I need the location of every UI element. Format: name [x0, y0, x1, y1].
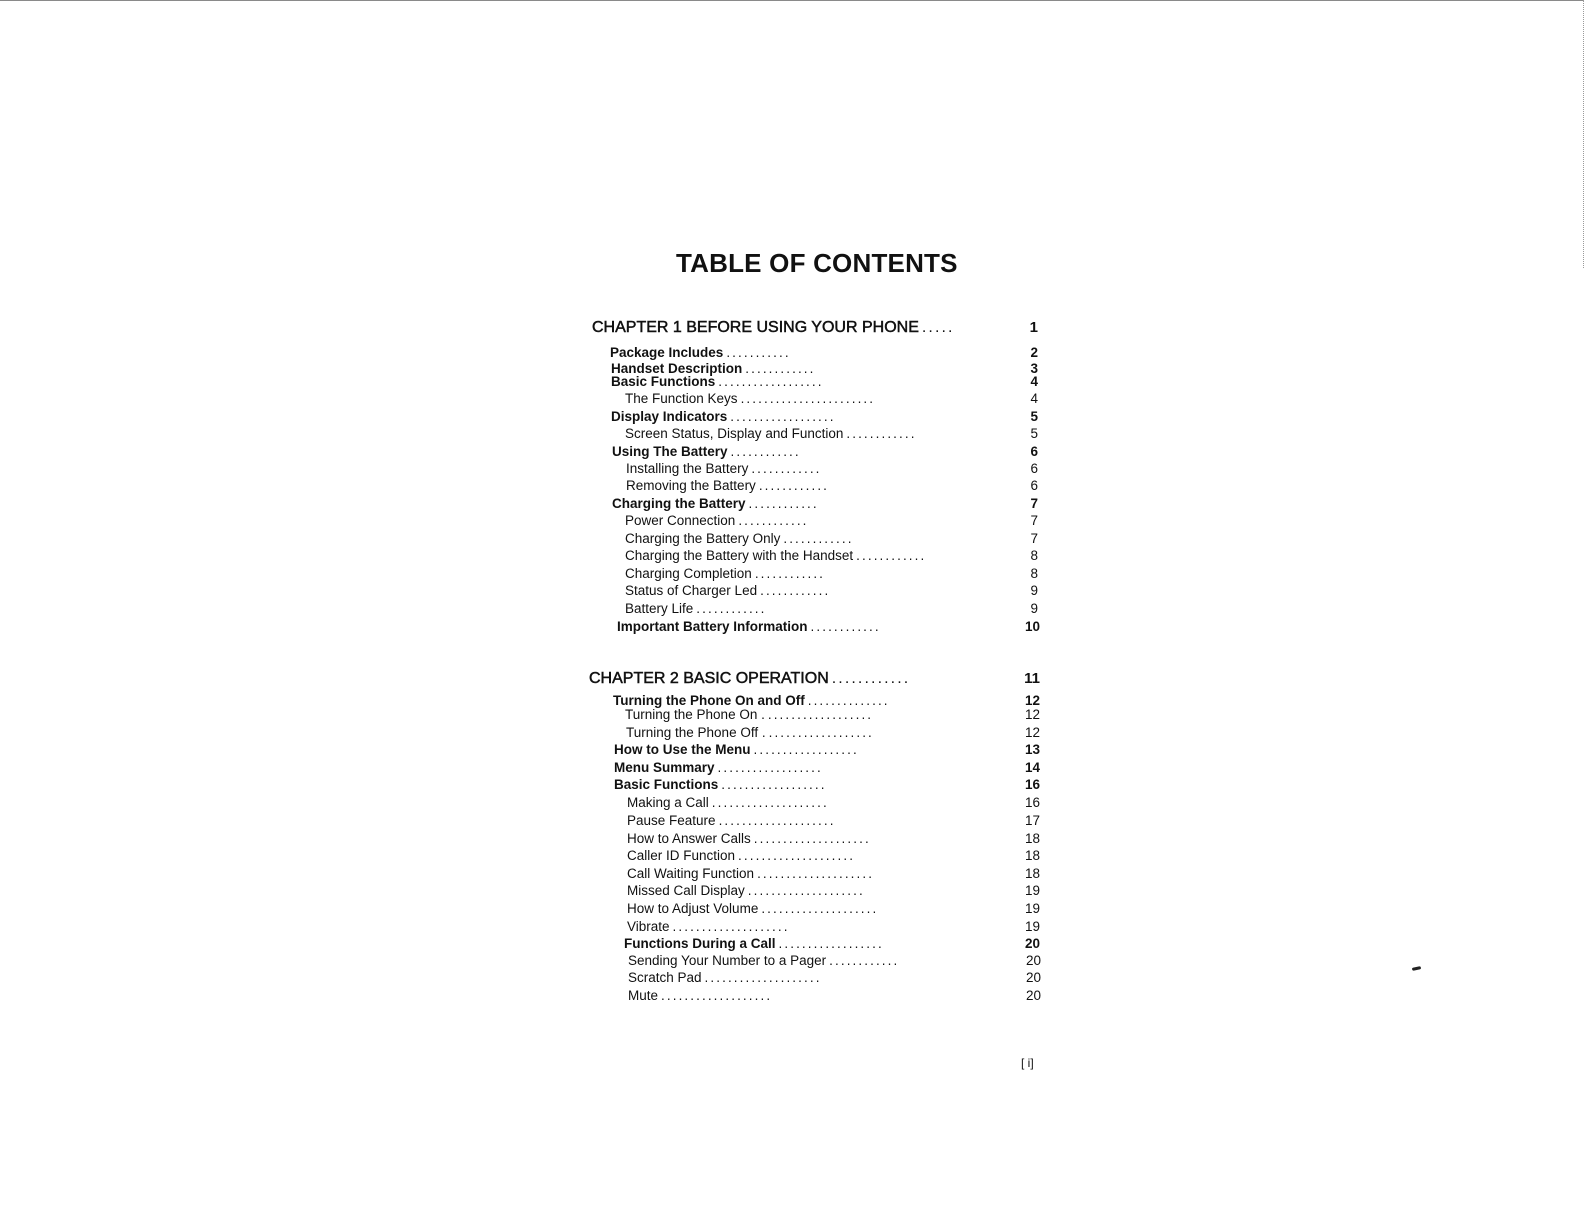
toc-entry-label: Important Battery Information: [617, 619, 808, 634]
toc-entry: [627, 847, 855, 864]
toc-page-number: 7: [1030, 531, 1038, 546]
toc-leader-dots: ....................: [757, 866, 875, 881]
toc-leader-dots: ....................: [753, 831, 871, 846]
toc-entry: [626, 477, 829, 494]
toc-entry: [614, 776, 827, 793]
toc-entry: [628, 987, 772, 1004]
toc-page-number: 13: [1024, 742, 1040, 757]
toc-entry-label: Handset Description: [611, 361, 743, 376]
toc-leader-dots: ............: [748, 496, 819, 511]
toc-page-number: 6: [1030, 478, 1038, 493]
toc-leader-dots: ...................: [661, 988, 773, 1003]
toc-entry-label: CHAPTER 1 BEFORE USING YOUR PHONE: [592, 319, 919, 336]
toc-entry-label: Basic Functions: [611, 374, 716, 389]
toc-page-number: 2: [1030, 345, 1038, 360]
toc-entry: [627, 865, 874, 882]
toc-page-number: 9: [1030, 601, 1038, 616]
toc-leader-dots: ....................: [672, 919, 790, 934]
toc-leader-dots: ............: [783, 531, 854, 546]
toc-entry: [614, 759, 823, 776]
toc-entry: [625, 390, 875, 407]
toc-page-number: 7: [1030, 496, 1038, 511]
toc-entry-label: Charging Completion: [625, 566, 752, 581]
toc-entry-label: Removing the Battery: [626, 478, 756, 493]
toc-entry-label: Sending Your Number to a Pager: [628, 953, 827, 968]
toc-entry: [626, 460, 822, 477]
toc-page-number: 19: [1024, 919, 1040, 934]
toc-entry-label: How to Use the Menu: [614, 742, 751, 757]
toc-leader-dots: ............: [829, 953, 900, 968]
toc-page-number: 5: [1030, 409, 1038, 424]
toc-entry: [625, 600, 767, 617]
toc-page-number: 14: [1024, 760, 1040, 775]
toc-entry: [627, 830, 871, 847]
toc-entry: [627, 882, 865, 899]
toc-page-number: 4: [1030, 391, 1038, 406]
toc-entry-label: Scratch Pad: [628, 970, 702, 985]
toc-entry: [624, 935, 884, 952]
toc-leader-dots: ............: [738, 513, 809, 528]
toc-leader-dots: ....................: [704, 970, 822, 985]
toc-leader-dots: .....: [921, 319, 955, 336]
toc-entry: [611, 408, 836, 425]
toc-entry: [626, 724, 874, 741]
toc-leader-dots: ............: [856, 548, 927, 563]
toc-entry: [628, 952, 899, 969]
toc-entry-label: Installing the Battery: [626, 461, 749, 476]
toc-page-number: 5: [1030, 426, 1038, 441]
toc-leader-dots: ............: [831, 670, 911, 687]
toc-leader-dots: ............: [846, 426, 917, 441]
toc-page-number: 8: [1030, 566, 1038, 581]
toc-page-number: 20: [1024, 936, 1040, 951]
toc-entry: [612, 495, 819, 512]
toc-entry: [625, 582, 830, 599]
toc-entry-label: Screen Status, Display and Function: [625, 426, 844, 441]
toc-entry: [625, 512, 809, 529]
toc-page-number: 16: [1024, 777, 1040, 792]
toc-leader-dots: ..................: [721, 777, 827, 792]
toc-leader-dots: ............: [760, 583, 831, 598]
toc-entry-label: Pause Feature: [627, 813, 716, 828]
toc-page-number: 18: [1024, 848, 1040, 863]
toc-entry-label: Status of Charger Led: [625, 583, 758, 598]
toc-page-number: 16: [1024, 795, 1040, 810]
toc-entry: [625, 425, 917, 442]
toc-leader-dots: ...........: [726, 345, 791, 360]
toc-chapter-heading: [592, 318, 955, 338]
toc-entry: [614, 741, 859, 758]
toc-entry-label: Caller ID Function: [627, 848, 736, 863]
toc-page-number: 20: [1025, 988, 1041, 1003]
toc-entry-label: Turning the Phone On .: [625, 707, 765, 722]
toc-entry: [612, 443, 801, 460]
toc-leader-dots: ..................: [718, 374, 824, 389]
toc-leader-dots: ..................: [730, 409, 836, 424]
top-border-rule: [0, 0, 1584, 1]
toc-entry-label: Call Waiting Function: [627, 866, 755, 881]
toc-page-number: 9: [1030, 583, 1038, 598]
toc-entry: [625, 706, 873, 723]
toc-leader-dots: ....................: [747, 883, 865, 898]
toc-page-number: 1: [1029, 319, 1038, 336]
toc-entry-label: Functions During a Call: [624, 936, 776, 951]
toc-entry-label: Charging the Battery Only: [625, 531, 781, 546]
toc-entry: [625, 547, 926, 564]
toc-leader-dots: ....................: [711, 795, 829, 810]
page-title: TABLE OF CONTENTS: [676, 248, 958, 278]
toc-page-number: 3: [1030, 361, 1038, 376]
toc-page-number: 12: [1024, 693, 1040, 708]
toc-entry-label: Battery Life: [625, 601, 694, 616]
page-number: [ i]: [1021, 1056, 1034, 1070]
toc-page-number: 12: [1024, 707, 1040, 722]
toc-page-number: 6: [1030, 461, 1038, 476]
toc-entry-label: Basic Functions: [614, 777, 719, 792]
toc-entry-label: Vibrate: [627, 919, 670, 934]
toc-entry-label: Missed Call Display: [627, 883, 745, 898]
toc-entry-label: Using The Battery: [612, 444, 728, 459]
toc-leader-dots: ............: [751, 461, 822, 476]
toc-page-number: 7: [1030, 513, 1038, 528]
toc-entry: [627, 900, 878, 917]
toc-entry-label: Turning the Phone Off .: [626, 725, 766, 740]
toc-page-number: 10: [1024, 619, 1040, 634]
toc-entry-label: Charging the Battery with the Handset: [625, 548, 854, 563]
toc-entry: [625, 565, 825, 582]
toc-leader-dots: ..................: [768, 725, 874, 740]
toc-leader-dots: ..................: [778, 936, 884, 951]
toc-page-number: 19: [1024, 901, 1040, 916]
toc-leader-dots: ....................: [761, 901, 879, 916]
toc-entry-label: How to Answer Calls: [627, 831, 751, 846]
toc-page-number: 18: [1024, 866, 1040, 881]
toc-leader-dots: ............: [810, 619, 881, 634]
toc-entry-label: Package Includes: [610, 345, 724, 360]
toc-entry: [627, 918, 790, 935]
toc-leader-dots: ..............: [807, 693, 890, 708]
toc-entry-label: CHAPTER 2 BASIC OPERATION: [589, 670, 829, 687]
toc-page-number: 8: [1030, 548, 1038, 563]
toc-entry-label: Power Connection: [625, 513, 736, 528]
toc-entry: [627, 794, 829, 811]
toc-leader-dots: ............: [696, 601, 767, 616]
toc-page-number: 20: [1025, 970, 1041, 985]
toc-page-number: 19: [1024, 883, 1040, 898]
toc-entry-label: Charging the Battery: [612, 496, 746, 511]
toc-leader-dots: ............: [758, 478, 830, 493]
toc-entry: [628, 969, 822, 986]
toc-entry-label: Turning the Phone On and Off: [613, 693, 805, 708]
toc-chapter-heading: [589, 669, 910, 689]
stray-ink-mark: [1412, 966, 1421, 971]
toc-leader-dots: ............: [745, 361, 816, 376]
toc-page-number: 6: [1030, 444, 1038, 459]
toc-leader-dots: ............: [730, 444, 801, 459]
toc-leader-dots: ....................: [718, 813, 836, 828]
toc-leader-dots: ..................: [753, 742, 859, 757]
toc-page-number: 12: [1024, 725, 1040, 740]
toc-entry-label: How to Adjust Volume: [627, 901, 759, 916]
toc-entry: [610, 344, 791, 361]
toc-leader-dots: ............: [754, 566, 826, 581]
toc-leader-dots: ..................: [767, 707, 874, 722]
toc-page-number: 20: [1025, 953, 1041, 968]
toc-page-number: 18: [1024, 831, 1040, 846]
toc-entry: [617, 618, 881, 635]
toc-entry-label: Mute: [628, 988, 659, 1003]
toc-entry: [627, 812, 836, 829]
toc-leader-dots: ....................: [738, 848, 856, 863]
toc-entry-label: Display Indicators: [611, 409, 728, 424]
toc-page-number: 11: [1024, 670, 1040, 687]
toc-page-number: 4: [1030, 374, 1038, 389]
toc-entry-label: Menu Summary: [614, 760, 715, 775]
toc-entry-label: The Function Keys: [625, 391, 738, 406]
toc-leader-dots: ..................: [717, 760, 823, 775]
toc-entry: [625, 530, 854, 547]
toc-page-number: 17: [1024, 813, 1040, 828]
toc-entry-label: Making a Call: [627, 795, 709, 810]
toc-leader-dots: .......................: [740, 391, 876, 406]
toc-entry: [611, 373, 824, 390]
